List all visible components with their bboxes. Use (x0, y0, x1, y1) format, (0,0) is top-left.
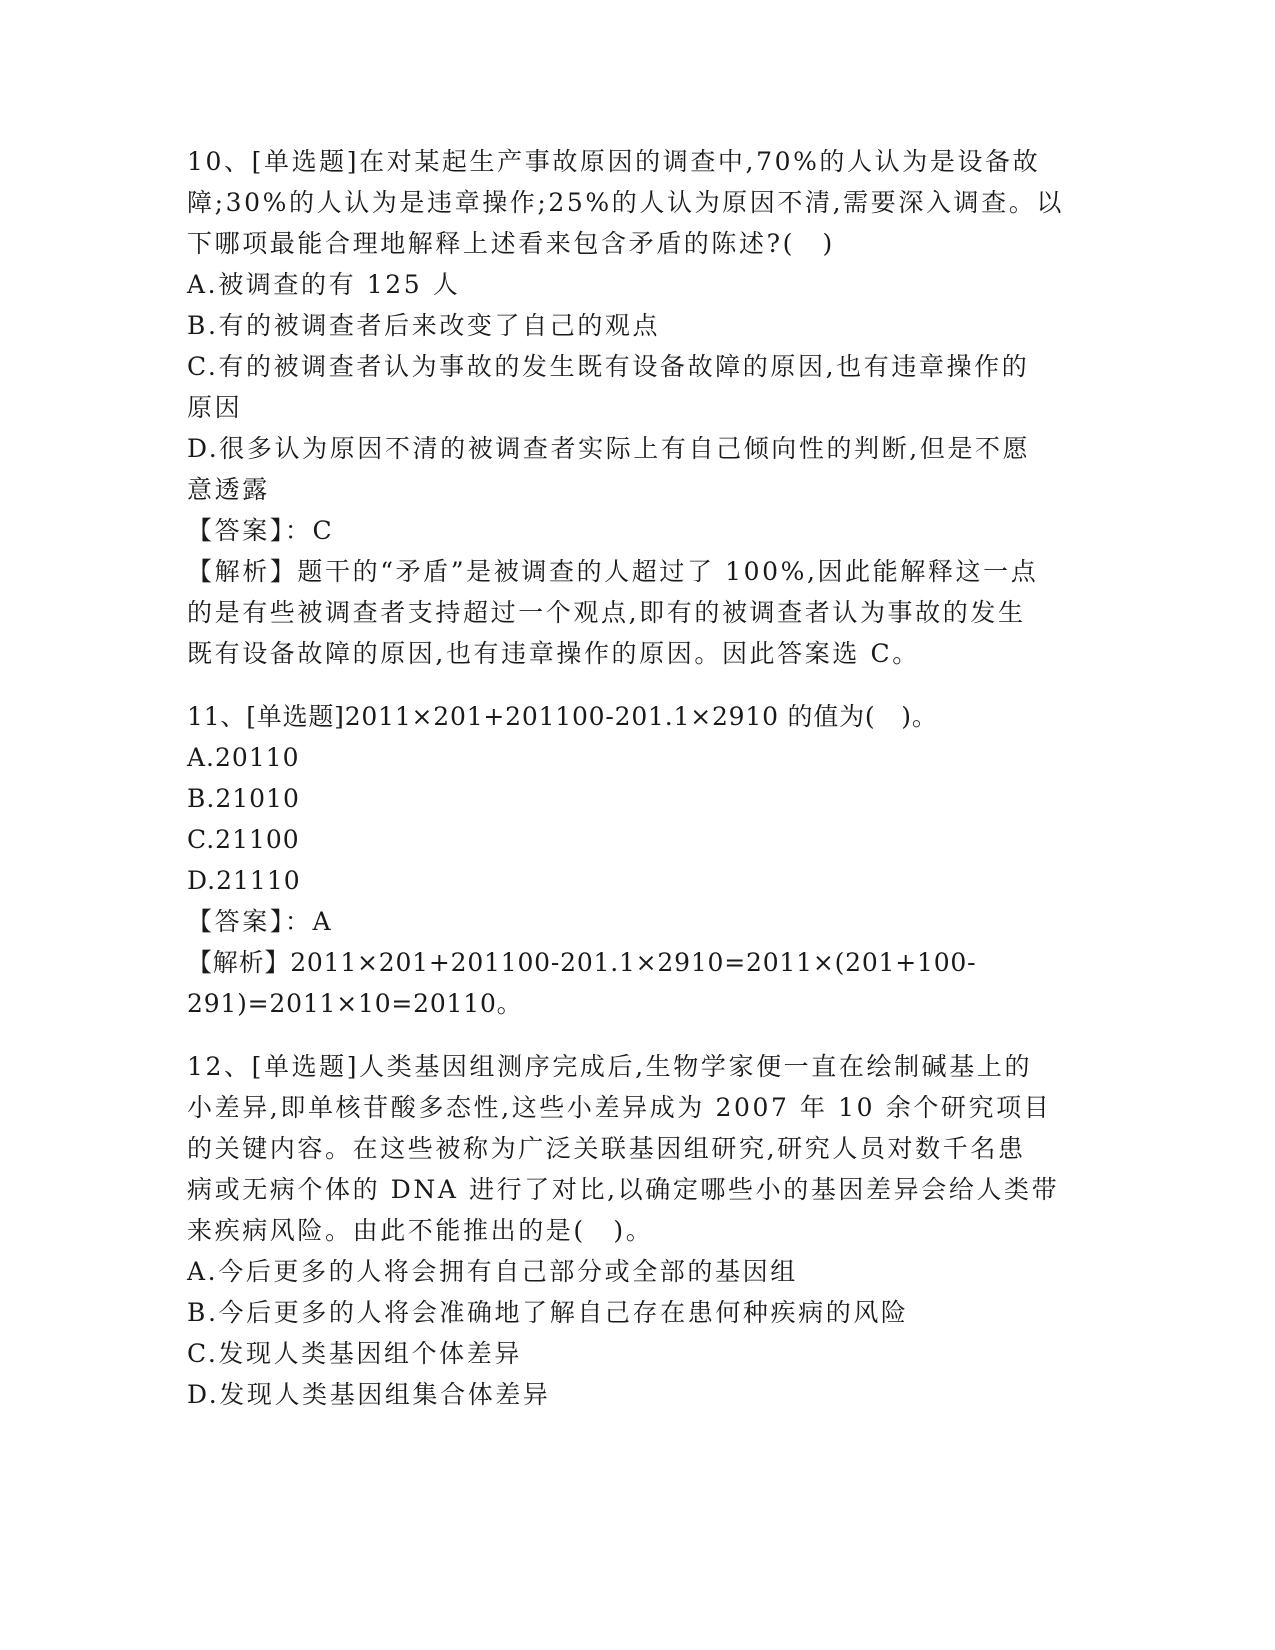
question-10-option-c-line-1: C.有的被调查者认为事故的发生既有设备故障的原因,也有违章操作的 (187, 352, 1030, 381)
question-12-option-a: A.今后更多的人将会拥有自己部分或全部的基因组 (187, 1257, 798, 1286)
question-10-option-c-line-2: 原因 (187, 393, 243, 422)
question-11-option-d: D.21110 (187, 866, 301, 895)
question-11-answer: 【答案】：A (187, 907, 334, 936)
question-12-stem-line-5: 来疾病风险。由此不能推出的是( )。 (187, 1216, 654, 1245)
question-10-option-b: B.有的被调查者后来改变了自己的观点 (187, 311, 661, 340)
question-11-explanation-line-1: 【解析】2011×201+201100-201.1×2910=2011×(201+100- (187, 948, 977, 977)
question-10-option-d-line-2: 意透露 (187, 475, 270, 504)
question-10-option-d-line-1: D.很多认为原因不清的被调查者实际上有自己倾向性的判断,但是不愿 (187, 434, 1031, 463)
question-10-explanation-line-2: 的是有些被调查者支持超过一个观点,即有的被调查者认为事故的发生 (187, 598, 1026, 627)
question-12-option-c: C.发现人类基因组个体差异 (187, 1339, 522, 1368)
question-10-stem-line-1: 10、[单选题]在对某起生产事故原因的调查中,70%的人认为是设备故 (187, 147, 1041, 176)
question-11-option-c: C.21100 (187, 825, 300, 854)
question-10-explanation-line-3: 既有设备故障的原因,也有违章操作的原因。因此答案选 C。 (187, 639, 920, 668)
question-12-option-d: D.发现人类基因组集合体差异 (187, 1380, 551, 1409)
question-10-stem-line-2: 障;30%的人认为是违章操作;25%的人认为原因不清,需要深入调查。以 (187, 188, 1064, 217)
question-11-option-a: A.20110 (187, 743, 300, 772)
question-12-option-b: B.今后更多的人将会准确地了解自己存在患何种疾病的风险 (187, 1298, 909, 1327)
question-12-stem-line-2: 小差异,即单核苷酸多态性,这些小差异成为 2007 年 10 余个研究项目 (187, 1093, 1052, 1122)
question-10-stem-line-3: 下哪项最能合理地解释上述看来包含矛盾的陈述?( ) (187, 229, 835, 258)
question-10-explanation-line-1: 【解析】题干的“矛盾”是被调查的人超过了 100%,因此能解释这一点 (187, 557, 1039, 586)
question-11-explanation-line-2: 291)=2011×10=20110。 (187, 989, 523, 1018)
question-12-stem-line-1: 12、[单选题]人类基因组测序完成后,生物学家便一直在绘制碱基上的 (187, 1052, 1033, 1081)
question-11-stem: 11、[单选题]2011×201+201100-201.1×2910 的值为( )。 (187, 702, 938, 731)
question-11-option-b: B.21010 (187, 784, 300, 813)
question-10-answer: 【答案】：C (187, 516, 335, 545)
question-10-option-a: A.被调查的有 125 人 (187, 270, 461, 299)
question-12-stem-line-3: 的关键内容。在这些被称为广泛关联基因组研究,研究人员对数千名患 (187, 1134, 1026, 1163)
question-12-stem-line-4: 病或无病个体的 DNA 进行了对比,以确定哪些小的基因差异会给人类带 (187, 1175, 1060, 1204)
